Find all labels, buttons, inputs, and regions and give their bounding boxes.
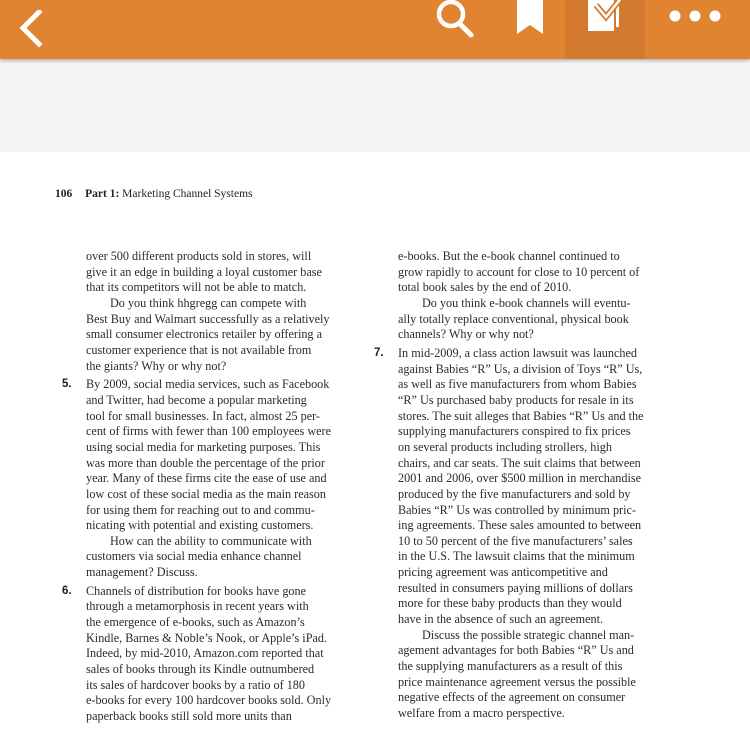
text-line: nicating with potential and existing customers. — [86, 518, 314, 533]
page-number: 106 — [55, 188, 73, 200]
text-line: sales of books through its Kindle outnumbered — [86, 662, 315, 677]
search-button[interactable] — [425, 0, 485, 59]
exercise-item-5 — [62, 377, 348, 581]
text-line: in the U.S. The lawsuit claims that the minimum — [398, 549, 635, 564]
text-line: Discuss the possible strategic channel man- — [422, 627, 635, 642]
book-page[interactable] — [0, 152, 750, 739]
text-line: channels? Why or why not? — [398, 327, 534, 342]
reader-toolbar — [0, 0, 750, 59]
text-line: e-books for every 100 hardcover books sold. Only — [86, 693, 332, 708]
text-line: chairs, and car seats. The suit claims that between — [398, 455, 641, 470]
continuation-paragraph — [86, 249, 348, 296]
text-line: paperback books still sold more units than — [86, 709, 292, 724]
text-line: through a metamorphosis in recent years with — [86, 599, 309, 614]
text-line: supplying manufacturers conspired to fix prices — [398, 424, 631, 439]
running-head — [55, 188, 253, 200]
text-line: on several products including strollers, high — [398, 439, 612, 454]
text-line: Babies “R” Us was controlled by minimum pric- — [398, 502, 636, 517]
discussion-question — [86, 534, 348, 581]
text-line: and Twitter, had become a popular marketing — [86, 392, 307, 407]
text-line: welfare from a macro perspective. — [398, 706, 565, 721]
text-line: customer experience that is not available from — [86, 342, 312, 357]
more-options-button[interactable] — [655, 0, 735, 59]
text-line: the giants? Why or why not? — [86, 358, 227, 373]
exercise-item-6 — [62, 583, 348, 725]
text-line: year. Many of these firms cite the ease of use and — [86, 471, 327, 486]
text-line: its sales of hardcover books by a ratio of 180 — [86, 677, 305, 692]
continuation-paragraph — [398, 249, 660, 296]
item-number: 6. — [62, 584, 72, 597]
more-horizontal-icon — [667, 8, 723, 24]
left-column — [62, 249, 348, 725]
item-body — [398, 346, 660, 628]
text-line: Channels of distribution for books have gone — [86, 583, 307, 598]
text-line: against Babies “R” Us, a division of Toys “R” Us, — [398, 361, 643, 376]
notes-check-icon — [580, 0, 630, 39]
text-line: resulted in consumers paying millions of dollars — [398, 580, 633, 595]
text-line: “R” Us purchased baby products for resale in its — [398, 392, 634, 407]
text-line: give it an edge in building a loyal customer base — [86, 264, 322, 279]
bookmark-icon — [515, 0, 545, 38]
chevron-left-icon — [15, 10, 45, 50]
text-line: the emergence of e-books, such as Amazon’s — [86, 615, 305, 630]
text-line: ing agreements. These sales amounted to between — [398, 518, 642, 533]
item-number: 5. — [62, 378, 72, 391]
text-line: tool for small businesses. In fact, almost 25 per- — [86, 408, 320, 423]
text-line: Kindle, Barnes & Noble’s Nook, or Apple’s iPad. — [86, 630, 328, 645]
item-number: 7. — [374, 346, 384, 359]
text-line: management? Discuss. — [86, 565, 198, 580]
item-body — [86, 584, 348, 725]
notes-button[interactable] — [565, 0, 645, 59]
text-line: In mid-2009, a class action lawsuit was launched — [398, 345, 637, 360]
right-column — [374, 249, 660, 722]
reader-margin — [0, 59, 750, 152]
text-line: over 500 different products sold in stores, will — [86, 249, 312, 263]
bookmark-button[interactable] — [505, 0, 555, 59]
text-line: low cost of these social media as the main reason — [86, 486, 326, 501]
search-icon — [433, 0, 477, 41]
item-body — [86, 377, 348, 534]
text-line: total book sales by the end of 2010. — [398, 280, 572, 295]
text-line: grow rapidly to account for close to 10 percent of — [398, 264, 640, 279]
discussion-question-6 — [398, 296, 660, 343]
text-line: Do you think e-book channels will eventu- — [422, 295, 631, 310]
text-line: have in the absence of such an agreement. — [398, 612, 604, 627]
text-line: pricing agreement was anticompetitive and — [398, 565, 608, 580]
text-line: Best Buy and Walmart successfully as a relatively — [86, 311, 330, 326]
text-line: that its competitors will not be able to match. — [86, 280, 307, 295]
text-line: customers via social media enhance channel — [86, 549, 302, 564]
exercise-item-7 — [374, 345, 660, 722]
text-line: price maintenance agreement versus the possible — [398, 674, 636, 689]
discussion-question-4 — [86, 296, 348, 374]
text-line: for using them for reaching out to and commu- — [86, 502, 315, 517]
text-line: 2001 and 2006, over $500 million in merchandise — [398, 471, 642, 486]
text-line: small consumer electronics retailer by offering a — [86, 327, 322, 342]
part-title: Marketing Channel Systems — [122, 188, 253, 200]
text-line: negative effects of the agreement on consumer — [398, 690, 626, 705]
text-line: By 2009, social media services, such as Facebook — [86, 377, 330, 392]
text-line: 10 to 50 percent of the five manufacturers’ sales — [398, 533, 633, 548]
text-line: ally totally replace conventional, physical book — [398, 311, 629, 326]
text-line: produced by the five manufacturers and sold by — [398, 486, 631, 501]
text-line: Do you think hhgregg can compete with — [110, 295, 307, 310]
text-line: Indeed, by mid-2010, Amazon.com reported that — [86, 646, 324, 661]
text-line: as well as five manufacturers from whom Babies — [398, 377, 637, 392]
text-line: was more than double the percentage of the prior — [86, 455, 325, 470]
text-line: stores. The suit alleges that Babies “R” Us and the — [398, 408, 644, 423]
text-line: using social media for marketing purposes. This — [86, 439, 321, 454]
text-line: e-books. But the e-book channel continued to — [398, 249, 620, 263]
text-line: agement advantages for both Babies “R” Us and — [398, 643, 634, 658]
text-line: the supplying manufacturers as a result of this — [398, 659, 623, 674]
text-line: more for these baby products than they would — [398, 596, 622, 611]
part-label: Part 1: — [85, 188, 120, 200]
back-button[interactable] — [0, 0, 60, 59]
discussion-question — [398, 628, 660, 722]
text-line: cent of firms with fewer than 100 employees were — [86, 424, 332, 439]
text-line: How can the ability to communicate with — [110, 533, 312, 548]
